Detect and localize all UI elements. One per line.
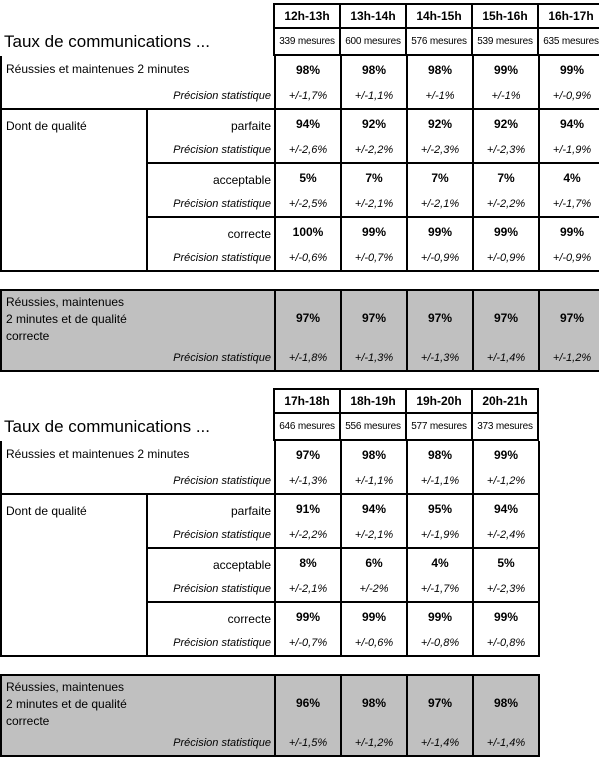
precision-cell: +/-1,9%: [407, 522, 473, 548]
value-cell: 98%: [341, 56, 407, 83]
precision-cell: +/-1,4%: [473, 730, 539, 756]
precision-label: Précision statistique: [1, 730, 275, 756]
precision-label: Précision statistique: [147, 137, 275, 163]
value-cell: 94%: [473, 494, 539, 522]
precision-cell: +/-0,9%: [407, 245, 473, 271]
column-header-time: 16h-17h: [538, 4, 599, 28]
precision-cell: +/-2,2%: [473, 191, 539, 217]
value-cell: 7%: [473, 163, 539, 191]
value-cell: 7%: [407, 163, 473, 191]
precision-cell: +/-1,5%: [275, 730, 341, 756]
value-cell: 99%: [473, 56, 539, 83]
precision-cell: +/-2,3%: [473, 576, 539, 602]
row-label: Dont de qualité: [1, 109, 147, 271]
row-label: Réussies et maintenues 2 minutes: [6, 62, 190, 76]
precision-cell: +/-1,3%: [407, 345, 473, 371]
column-header-time: 20h-21h: [472, 389, 538, 413]
precision-cell: +/-0,9%: [539, 83, 599, 109]
precision-label: Précision statistique: [173, 474, 271, 487]
column-header-time: 14h-15h: [406, 4, 472, 28]
precision-cell: +/-1,1%: [407, 468, 473, 494]
measure-count: 539 mesures: [472, 28, 538, 55]
value-cell: 98%: [473, 675, 539, 730]
precision-cell: +/-1,8%: [275, 345, 341, 371]
value-cell: 96%: [275, 675, 341, 730]
precision-cell: +/-1,4%: [407, 730, 473, 756]
data-table: [0, 56, 599, 272]
value-cell: 99%: [539, 217, 599, 245]
summary-table: [0, 289, 599, 372]
precision-label: Précision statistique: [147, 576, 275, 602]
column-header-time: 18h-19h: [340, 389, 406, 413]
page-title: Taux de communications ...: [4, 32, 210, 51]
measure-count: 646 mesures: [274, 413, 340, 440]
value-cell: 98%: [341, 441, 407, 468]
precision-cell: +/-2,2%: [341, 137, 407, 163]
value-cell: 98%: [407, 441, 473, 468]
value-cell: 98%: [341, 675, 407, 730]
measure-count: 600 mesures: [340, 28, 406, 55]
sub-row-label: correcte: [147, 217, 275, 245]
precision-cell: +/-2,5%: [275, 191, 341, 217]
value-cell: 100%: [275, 217, 341, 245]
stats-table-2: [0, 388, 540, 757]
precision-label: Précision statistique: [147, 245, 275, 271]
value-cell: 94%: [341, 494, 407, 522]
value-cell: 97%: [407, 675, 473, 730]
value-cell: 99%: [341, 217, 407, 245]
precision-cell: +/-1,7%: [275, 83, 341, 109]
value-cell: 92%: [473, 109, 539, 137]
value-cell: 97%: [341, 290, 407, 345]
precision-cell: +/-1,2%: [539, 345, 599, 371]
precision-cell: +/-2,3%: [473, 137, 539, 163]
row-label: Dont de qualité: [1, 494, 147, 656]
measure-count: 635 mesures: [538, 28, 599, 55]
precision-cell: +/-2,2%: [275, 522, 341, 548]
precision-cell: +/-0,6%: [275, 245, 341, 271]
value-cell: 8%: [275, 548, 341, 576]
precision-cell: +/-2%: [341, 576, 407, 602]
column-header-time: 13h-14h: [340, 4, 406, 28]
precision-cell: +/-1,1%: [341, 83, 407, 109]
column-header-time: 12h-13h: [274, 4, 340, 28]
precision-cell: +/-1%: [407, 83, 473, 109]
page-title: Taux de communications ...: [4, 417, 210, 436]
measure-count: 339 mesures: [274, 28, 340, 55]
column-header-time: 15h-16h: [472, 4, 538, 28]
precision-cell: +/-2,1%: [341, 522, 407, 548]
precision-cell: +/-0,9%: [473, 245, 539, 271]
column-header-time: 19h-20h: [406, 389, 472, 413]
value-cell: 99%: [275, 602, 341, 630]
precision-cell: +/-0,8%: [407, 630, 473, 656]
value-cell: 95%: [407, 494, 473, 522]
value-cell: 97%: [407, 290, 473, 345]
sub-row-label: acceptable: [147, 163, 275, 191]
precision-cell: +/-2,3%: [407, 137, 473, 163]
value-cell: 98%: [275, 56, 341, 83]
summary-table: [0, 674, 540, 757]
header-table: [0, 388, 539, 441]
precision-cell: +/-1,7%: [407, 576, 473, 602]
value-cell: 5%: [275, 163, 341, 191]
stats-table-1: [0, 3, 599, 372]
summary-label: Réussies, maintenues 2 minutes et de qualité correcte: [1, 290, 275, 345]
data-table: [0, 441, 540, 657]
value-cell: 99%: [407, 217, 473, 245]
precision-cell: +/-2,4%: [473, 522, 539, 548]
precision-cell: +/-1,2%: [341, 730, 407, 756]
header-table: [0, 3, 599, 56]
sub-row-label: parfaite: [147, 494, 275, 522]
precision-label: Précision statistique: [1, 345, 275, 371]
precision-label: Précision statistique: [147, 191, 275, 217]
precision-cell: +/-1,1%: [341, 468, 407, 494]
value-cell: 94%: [539, 109, 599, 137]
value-cell: 99%: [539, 56, 599, 83]
measure-count: 577 mesures: [406, 413, 472, 440]
precision-cell: +/-0,7%: [275, 630, 341, 656]
precision-cell: +/-1,7%: [539, 191, 599, 217]
precision-label: Précision statistique: [147, 630, 275, 656]
value-cell: 92%: [407, 109, 473, 137]
value-cell: 99%: [473, 217, 539, 245]
value-cell: 97%: [275, 441, 341, 468]
value-cell: 94%: [275, 109, 341, 137]
column-header-time: 17h-18h: [274, 389, 340, 413]
value-cell: 91%: [275, 494, 341, 522]
precision-cell: +/-1,2%: [473, 468, 539, 494]
value-cell: 99%: [473, 602, 539, 630]
summary-label: Réussies, maintenues 2 minutes et de qualité correcte: [1, 675, 275, 730]
measure-count: 556 mesures: [340, 413, 406, 440]
sub-row-label: acceptable: [147, 548, 275, 576]
value-cell: 99%: [473, 441, 539, 468]
precision-cell: +/-1%: [473, 83, 539, 109]
value-cell: 4%: [407, 548, 473, 576]
value-cell: 7%: [341, 163, 407, 191]
value-cell: 4%: [539, 163, 599, 191]
precision-cell: +/-2,1%: [407, 191, 473, 217]
sub-row-label: parfaite: [147, 109, 275, 137]
precision-cell: +/-0,8%: [473, 630, 539, 656]
measure-count: 576 mesures: [406, 28, 472, 55]
precision-cell: +/-1,3%: [341, 345, 407, 371]
value-cell: 92%: [341, 109, 407, 137]
precision-label: Précision statistique: [173, 89, 271, 102]
precision-cell: +/-1,3%: [275, 468, 341, 494]
precision-cell: +/-0,6%: [341, 630, 407, 656]
measure-count: 373 mesures: [472, 413, 538, 440]
precision-label: Précision statistique: [147, 522, 275, 548]
precision-cell: +/-1,4%: [473, 345, 539, 371]
value-cell: 6%: [341, 548, 407, 576]
precision-cell: +/-2,6%: [275, 137, 341, 163]
sub-row-label: correcte: [147, 602, 275, 630]
value-cell: 97%: [539, 290, 599, 345]
precision-cell: +/-0,9%: [539, 245, 599, 271]
precision-cell: +/-2,1%: [275, 576, 341, 602]
row-label: Réussies et maintenues 2 minutes: [6, 447, 190, 461]
value-cell: 98%: [407, 56, 473, 83]
value-cell: 97%: [473, 290, 539, 345]
value-cell: 99%: [341, 602, 407, 630]
precision-cell: +/-0,7%: [341, 245, 407, 271]
precision-cell: +/-1,9%: [539, 137, 599, 163]
value-cell: 99%: [407, 602, 473, 630]
precision-cell: +/-2,1%: [341, 191, 407, 217]
value-cell: 97%: [275, 290, 341, 345]
value-cell: 5%: [473, 548, 539, 576]
